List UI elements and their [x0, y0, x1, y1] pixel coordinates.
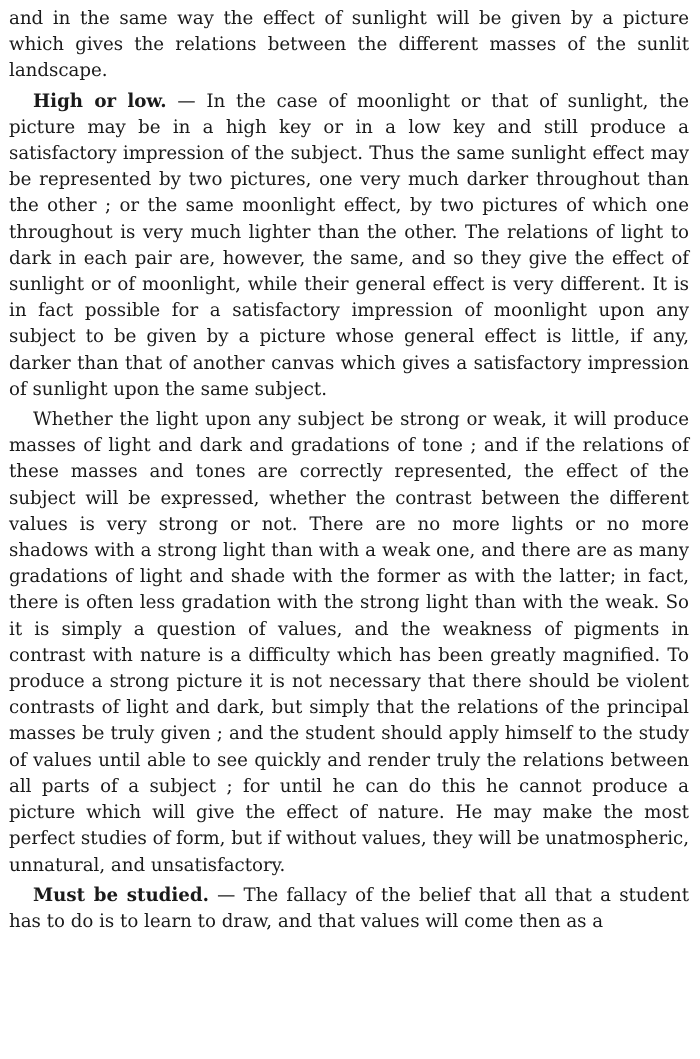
- book-page: [9, 6, 689, 935]
- section-heading-high-or-low: High or low.: [33, 90, 167, 112]
- paragraph-light-strength: [9, 407, 689, 879]
- paragraph-text: — The fallacy of the belief that all that a student has to do is to learn to draw, and that values will come then as a: [9, 884, 689, 932]
- paragraph-continuation: [9, 6, 689, 85]
- paragraph-high-or-low: [9, 89, 689, 403]
- paragraph-text: and in the same way the effect of sunlight will be given by a picture which gives the relations between the different masses of the sunlit landscape.: [9, 8, 689, 82]
- paragraph-text: — In the case of moonlight or that of sunlight, the picture may be in a high key or in a low key and still produce a satisfactory impression of the subject. Thus the same sunlight effect may be represented by two pictures, one very much darker throughout than the other ; or the same moonlight effect, by two pictures of which one throughout is very much lighter than the other. The relations of light to dark in each pair are, however, the same, and so they give the effect of sunlight or of moonlight, while their general effect is very different. It is in fact possible for a satisfactory impression of moonlight upon any subject to be given by a picture whose general effect is little, if any, darker than that of another canvas which gives a satisfactory impression of sunlight upon the same subject.: [9, 90, 690, 400]
- section-heading-must-be-studied: Must be studied.: [33, 884, 209, 906]
- paragraph-must-be-studied: [9, 883, 689, 935]
- paragraph-text: Whether the light upon any subject be strong or weak, it will produce masses of light and dark and gradations of tone ; and if the relations of these masses and tones are correctly represented, the effect of the subject will be expressed, whether the contrast between the different values is very strong or not. There are no more lights or no more shadows with a strong light than with a weak one, and there are as many gradations of light and shade with the former as with the latter; in fact, there is often less gradation with the strong light than with the weak. So it is simply a question of values, and the weakness of pigments in contrast with nature is a difficulty which has been greatly magnified. To produce a strong picture it is not necessary that there should be violent contrasts of light and dark, but simply that the relations of the principal masses be truly given ; and the student should apply himself to the study of values until able to see quickly and render truly the relations between all parts of a subject ; for until he can do this he cannot produce a picture which will give the effect of nature. He may make the most perfect studies of form, but if without values, they will be unatmospheric, unnatural, and unsatisfactory.: [9, 409, 689, 876]
